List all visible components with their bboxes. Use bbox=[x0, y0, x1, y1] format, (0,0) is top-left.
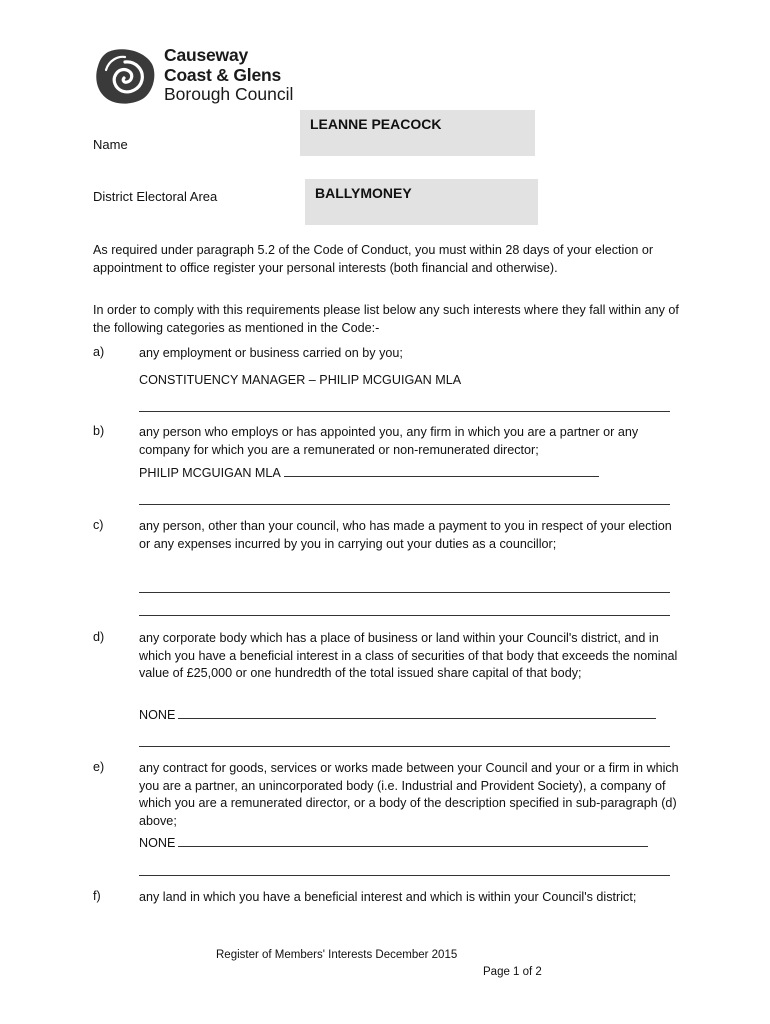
item-d-answer: NONE bbox=[139, 708, 176, 722]
item-e-answer: NONE bbox=[139, 836, 176, 850]
footer-page-number: Page 1 of 2 bbox=[483, 966, 542, 978]
logo-line-2: Coast & Glens bbox=[164, 64, 282, 85]
item-d-answer-line bbox=[178, 708, 656, 719]
item-f-letter: f) bbox=[93, 889, 101, 903]
item-b-text: any person who employs or has appointed you, any firm in which you are a partner or any company for which you are a remunerated or non-remunerated director; bbox=[139, 425, 639, 457]
item-d-answer-row[interactable] bbox=[139, 708, 656, 722]
intro-paragraph-1: As required under paragraph 5.2 of the Code of Conduct, you must within 28 days of your election or appointment to office register your personal interests (both financial and otherwise). bbox=[93, 243, 654, 275]
item-b-letter: b) bbox=[93, 424, 105, 438]
item-e-answer-row[interactable] bbox=[139, 836, 648, 850]
name-label: Name bbox=[93, 137, 128, 152]
name-field[interactable]: LEANNE PEACOCK bbox=[300, 110, 535, 156]
district-electoral-area-label: District Electoral Area bbox=[93, 189, 218, 204]
council-swirl-logo-icon bbox=[94, 48, 156, 106]
item-e-blank-line[interactable] bbox=[139, 875, 670, 876]
item-c-text: any person, other than your council, who has made a payment to you in respect of your election or any expenses incurred by you in carrying out your duties as a councillor; bbox=[139, 519, 672, 551]
item-e-letter: e) bbox=[93, 760, 105, 774]
item-e-text: any contract for goods, services or works made between your Council and your or a firm in which you are a partner, an unincorporated body (i.e. Industrial and Provident Society), a company of which you are a remunerated director, or a body of the description specified in sub-paragraph (d) above; bbox=[139, 761, 679, 828]
district-electoral-area-field[interactable]: BALLYMONEY bbox=[305, 179, 538, 225]
item-b-answer-row[interactable] bbox=[139, 466, 599, 480]
item-d-text: any corporate body which has a place of business or land within your Council's district, and in which you have a beneficial interest in a class of securities of that body that exceeds the nominal value of £25,000 or one hundredth of the total issued share capital of that body; bbox=[139, 631, 678, 680]
item-c-blank-line-2[interactable] bbox=[139, 615, 670, 616]
item-c-blank-line-1[interactable] bbox=[139, 592, 670, 593]
footer-title: Register of Members' Interests December 2015 bbox=[216, 949, 458, 961]
item-a-text: any employment or business carried on by you; bbox=[139, 346, 403, 360]
logo-line-1: Causeway bbox=[164, 45, 249, 65]
item-a-answer[interactable]: CONSTITUENCY MANAGER – PHILIP MCGUIGAN MLA bbox=[139, 373, 462, 387]
item-a-blank-line[interactable] bbox=[139, 411, 670, 412]
item-b-answer: PHILIP MCGUIGAN MLA bbox=[139, 466, 281, 480]
council-logo bbox=[94, 46, 314, 108]
item-a-letter: a) bbox=[93, 345, 105, 359]
item-e-answer-line bbox=[178, 836, 648, 847]
item-c-letter: c) bbox=[93, 518, 104, 532]
item-f-text: any land in which you have a beneficial interest and which is within your Council's district; bbox=[139, 890, 637, 904]
intro-paragraph-2: In order to comply with this requirements please list below any such interests where they fall within any of the following categories as mentioned in the Code:- bbox=[93, 303, 679, 335]
item-d-letter: d) bbox=[93, 630, 105, 644]
logo-line-3: Borough Council bbox=[164, 84, 294, 104]
item-b-answer-line bbox=[284, 466, 599, 477]
item-b-blank-line[interactable] bbox=[139, 504, 670, 505]
item-d-blank-line[interactable] bbox=[139, 746, 670, 747]
